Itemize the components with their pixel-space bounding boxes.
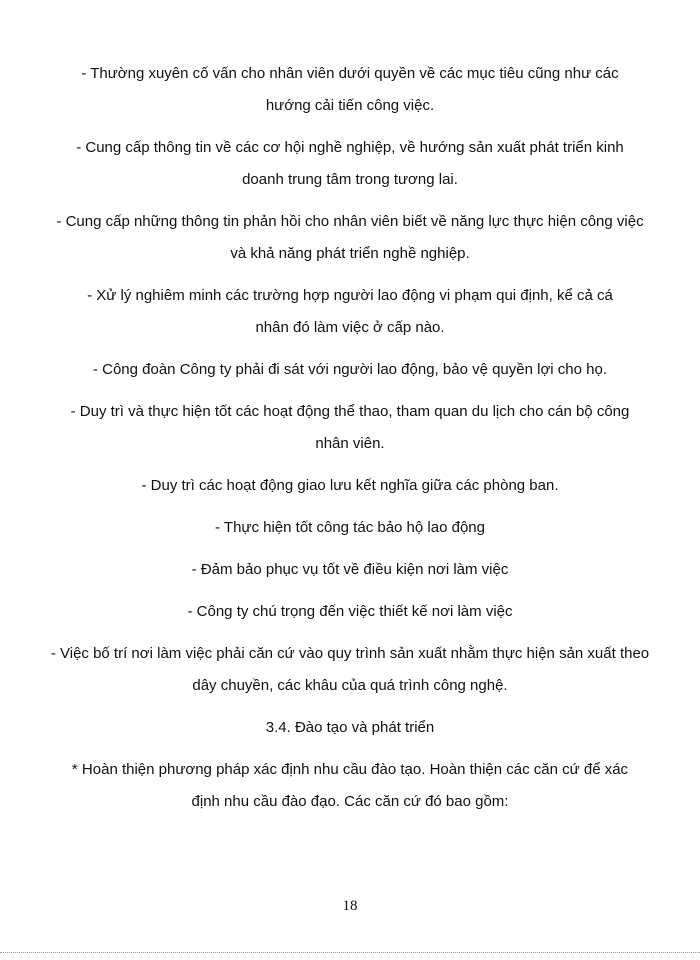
document-body xyxy=(50,58,650,828)
paragraph-sports-tourism: - Duy trì và thực hiện tốt các hoạt động thể thao, tham quan du lịch cho cán bộ công nhân viên. xyxy=(70,403,630,452)
paragraph-career-info: - Cung cấp thông tin về các cơ hội nghề nghiệp, về hướng sản xuất phát triển kinh doanh trung tâm trong tương lai. xyxy=(76,139,624,188)
section-heading-training: 3.4. Đào tạo và phát triển xyxy=(265,719,435,736)
paragraph-advising-staff: - Thường xuyên cố vấn cho nhân viên dưới quyền về các mục tiêu cũng như các hướng cải tiến công việc. xyxy=(81,65,619,114)
paragraph-department-exchange: - Duy trì các hoạt động giao lưu kết nghĩa giữa các phòng ban. xyxy=(141,477,559,494)
paragraph-workplace-design: - Công ty chú trọng đến việc thiết kế nơi làm việc xyxy=(187,603,513,620)
page-number: 18 xyxy=(342,898,358,914)
paragraph-labor-protection: - Thực hiện tốt công tác bảo hộ lao động xyxy=(215,519,485,536)
paragraph-feedback: - Cung cấp những thông tin phản hồi cho nhân viên biết về năng lực thực hiện công việc và khả năng phát triển nghề nghiệp. xyxy=(56,213,644,262)
page-bottom-divider xyxy=(0,952,700,953)
paragraph-discipline: - Xử lý nghiêm minh các trường hợp người lao động vi phạm qui định, kể cả cá nhân đó làm việc ở cấp nào. xyxy=(87,287,613,336)
paragraph-training-needs: * Hoàn thiện phương pháp xác định nhu cầu đào tạo. Hoàn thiện các căn cứ để xác định nhu cầu đào đạo. Các căn cứ đó bao gồm: xyxy=(71,761,629,810)
paragraph-workplace-conditions: - Đảm bảo phục vụ tốt về điều kiện nơi làm việc xyxy=(191,561,509,578)
paragraph-workplace-layout: - Việc bố trí nơi làm việc phải căn cứ vào quy trình sản xuất nhằm thực hiện sản xuất theo dây chuyền, các khâu của quá trình công nghệ. xyxy=(50,645,650,694)
paragraph-trade-union: - Công đoàn Công ty phải đi sát với người lao động, bảo vệ quyền lợi cho họ. xyxy=(92,361,608,378)
